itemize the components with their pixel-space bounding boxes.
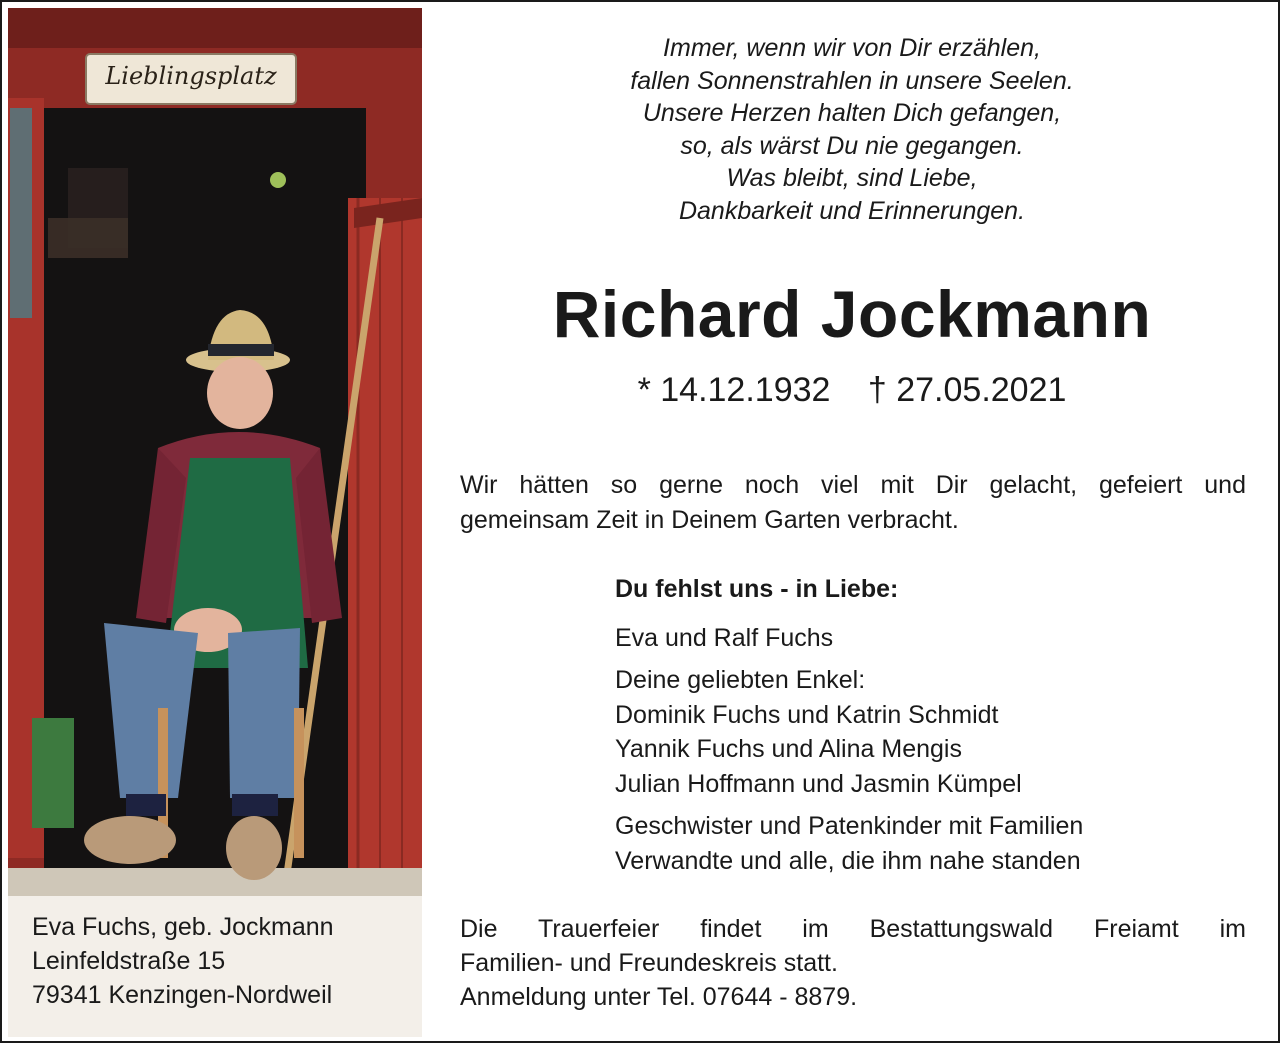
poem: [472, 32, 1232, 228]
lieblingsplatz-sign: Lieblingsplatz: [105, 62, 277, 90]
mourner-line: Eva und Ralf Fuchs: [615, 623, 834, 652]
garden-shed-illustration: [8, 8, 422, 1037]
address-line-city: 79341 Kenzingen-Nordweil: [32, 981, 333, 1009]
poem-line: Was bleibt, sind Liebe,: [726, 164, 978, 193]
funeral-notice: [460, 912, 1246, 1014]
poem-line: Unsere Herzen halten Dich gefangen,: [642, 99, 1062, 128]
mourner-line: Dominik Fuchs und Katrin Schmidt: [615, 700, 999, 729]
mourner-line: Julian Hoffmann und Jasmin Kümpel: [615, 769, 1022, 798]
portrait-photo: [8, 8, 422, 1037]
message-line: gemeinsam Zeit in Deinem Garten verbracht.: [460, 506, 959, 534]
address-line-street: Leinfeldstraße 15: [32, 947, 226, 975]
mourner-line: Deine geliebten Enkel:: [615, 666, 866, 694]
mourner-line: Geschwister und Patenkinder mit Familien: [615, 812, 1084, 840]
death-date: † 27.05.2021: [867, 371, 1067, 409]
deceased-name: Richard Jockmann: [552, 277, 1152, 351]
life-dates: [442, 368, 1262, 412]
funeral-line: Familien- und Freundeskreis statt.: [460, 949, 838, 977]
mourner-line: Yannik Fuchs und Alina Mengis: [615, 735, 962, 763]
funeral-line: Die Trauerfeier findet im Bestattungswald Freiamt im: [460, 915, 1246, 943]
mourner-line: Verwandte und alle, die ihm nahe standen: [615, 846, 1081, 875]
poem-line: Immer, wenn wir von Dir erzählen,: [663, 34, 1041, 62]
poem-line: fallen Sonnenstrahlen in unsere Seelen.: [630, 66, 1074, 95]
farewell-message: [460, 468, 1246, 538]
poem-line: so, als wärst Du nie gegangen.: [680, 131, 1024, 160]
message-line: Wir hätten so gerne noch viel mit Dir gelacht, gefeiert und: [460, 471, 1246, 499]
funeral-phone: Anmeldung unter Tel. 07644 - 8879.: [460, 983, 858, 1011]
birth-date: * 14.12.1932: [637, 371, 831, 409]
sender-address: [32, 910, 334, 1012]
mourners-list: [615, 572, 1235, 878]
address-line-name: Eva Fuchs, geb. Jockmann: [32, 913, 334, 941]
poem-line: Dankbarkeit und Erinnerungen.: [678, 196, 1026, 225]
mourners-heading: Du fehlst uns - in Liebe:: [615, 575, 899, 603]
